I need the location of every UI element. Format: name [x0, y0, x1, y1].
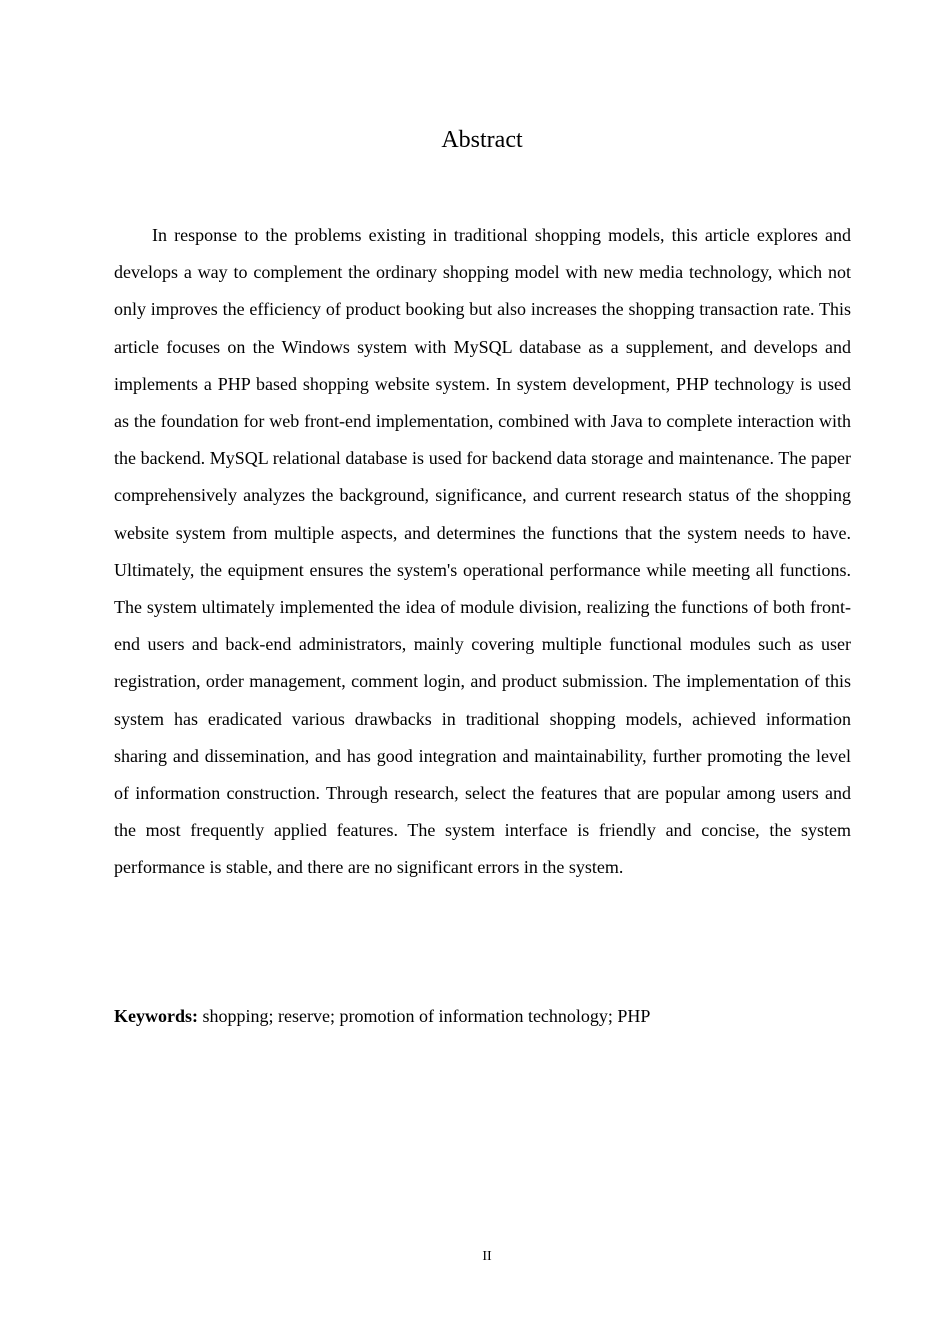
- keywords-line: [114, 1003, 851, 1029]
- keywords-label: Keywords:: [114, 1006, 198, 1026]
- page-number: II: [482, 1249, 492, 1264]
- abstract-title: Abstract: [441, 127, 523, 153]
- abstract-body: In response to the problems existing in traditional shopping models, this article explores and develops a way to complement the ordinary shopping model with new media technology, which not only improves the efficiency of product booking but also increases the shopping transaction rate. This article focuses on the Windows system with MySQL database as a supplement, and develops and implements a PHP based shopping website system. In system development, PHP technology is used as the foundation for web front-end implementation, combined with Java to complete interaction with the backend. MySQL relational database is used for backend data storage and maintenance. The paper comprehensively analyzes the background, significance, and current research status of the shopping website system from multiple aspects, and determines the functions that the system needs to have. Ultimately, the equipment ensures the system's operational performance while meeting all functions. The system ultimately implemented the idea of module division, realizing the functions of both front-end users and back-end administrators, mainly covering multiple functional modules such as user registration, order management, comment login, and product submission. The implementation of this system has eradicated various drawbacks in traditional shopping models, achieved information sharing and dissemination, and has good integration and maintainability, further promoting the level of information construction. Through research, select the features that are popular among users and the most frequently applied features. The system interface is friendly and concise, the system performance is stable, and there are no significant errors in the system.: [114, 225, 851, 878]
- keywords-value: shopping; reserve; promotion of information technology; PHP: [202, 1006, 651, 1026]
